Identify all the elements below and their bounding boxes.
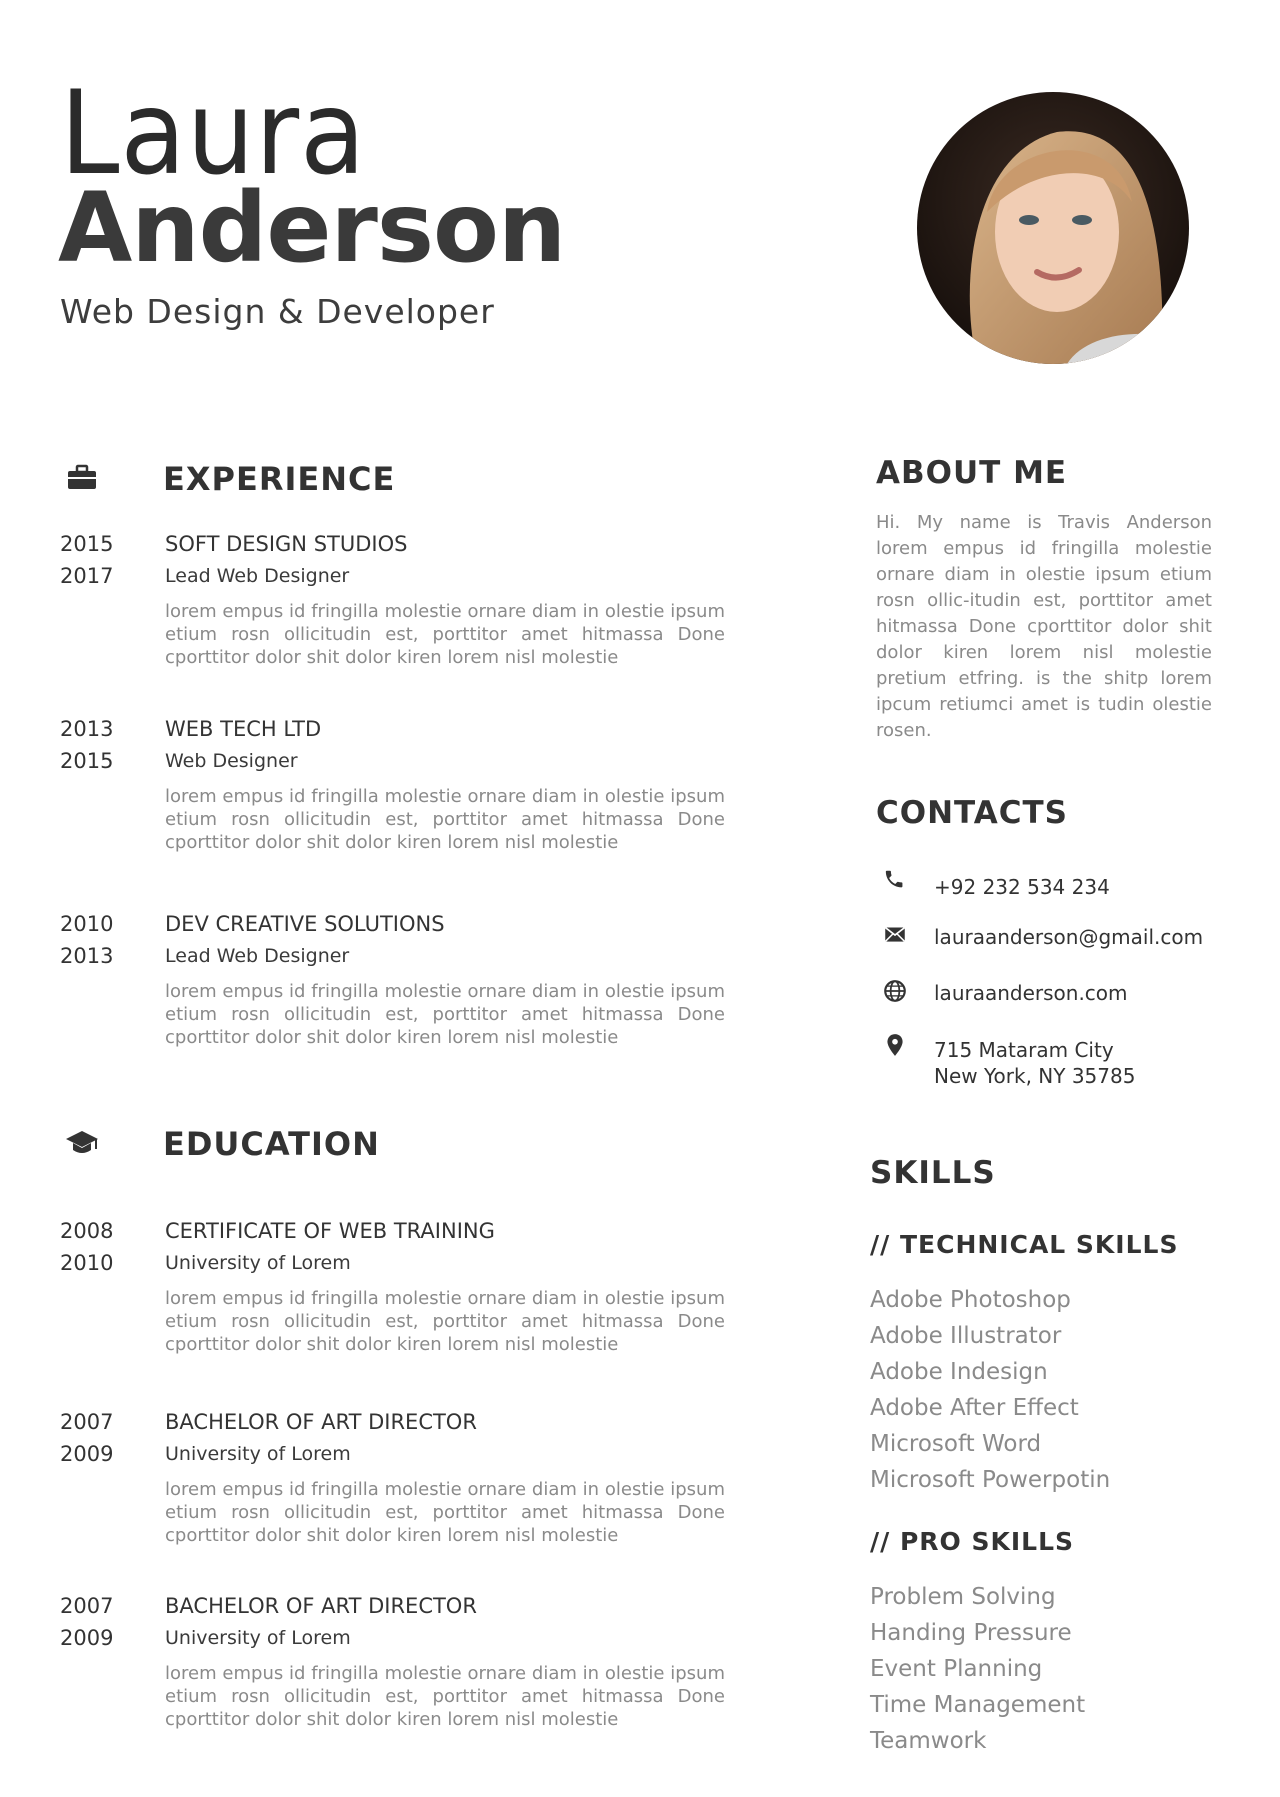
email-icon xyxy=(882,921,908,947)
skill-item: Problem Solving xyxy=(870,1584,1056,1610)
end-year: 2010 xyxy=(60,1251,114,1275)
job-title: Web Design & Developer xyxy=(60,292,495,331)
first-name: Laura xyxy=(60,66,367,201)
end-year: 2017 xyxy=(60,564,114,588)
school-name: University of Lorem xyxy=(165,1443,351,1465)
education-description: lorem empus id fringilla molestie ornare diam in olestie ipsum etium rosn ollicitudin est, porttitor amet hitmassa Done cporttitor dolor shit dolor kiren lorem nisl molestie xyxy=(165,1288,725,1355)
skill-item: Event Planning xyxy=(870,1656,1043,1682)
job-description: lorem empus id fringilla molestie ornare diam in olestie ipsum etium rosn ollicitudin est, porttitor amet hitmassa Done cporttitor dolor shit dolor kiren lorem nisl molestie xyxy=(165,786,725,853)
education-description: lorem empus id fringilla molestie ornare diam in olestie ipsum etium rosn ollicitudin est, porttitor amet hitmassa Done cporttitor dolor shit dolor kiren lorem nisl molestie xyxy=(165,1663,725,1730)
location-pin-icon xyxy=(882,1032,908,1058)
company-name: WEB TECH LTD xyxy=(165,717,322,741)
job-description: lorem empus id fringilla molestie ornare diam in olestie ipsum etium rosn ollicitudin est, porttitor amet hitmassa Done cporttitor dolor shit dolor kiren lorem nisl molestie xyxy=(165,981,725,1048)
start-year: 2010 xyxy=(60,912,114,936)
end-year: 2013 xyxy=(60,944,114,968)
about-text: Hi. My name is Travis Anderson lorem empus id fringilla molestie ornare diam in olestie ipsum etium rosn ollic-itudin est, porttitor amet hitmassa Done cporttitor dolor shit dolor kiren lorem nisl molestie pretium etfring. is the shitp lorem ipcum retiumci amet is tudin olestie rosen. xyxy=(876,512,1212,741)
pro-skills-title: // PRO SKILLS xyxy=(870,1527,1075,1556)
start-year: 2015 xyxy=(60,532,114,556)
skill-item: Microsoft Powerpotin xyxy=(870,1467,1111,1493)
contact-website[interactable]: lauraanderson.com xyxy=(934,981,1128,1005)
start-year: 2008 xyxy=(60,1219,114,1243)
last-name: Anderson xyxy=(58,172,566,284)
skill-item: Adobe Indesign xyxy=(870,1359,1048,1385)
role-title: Lead Web Designer xyxy=(165,565,350,587)
pro-skills-list xyxy=(870,1579,1085,1759)
skill-item: Adobe Illustrator xyxy=(870,1323,1062,1349)
start-year: 2007 xyxy=(60,1594,114,1618)
degree-name: BACHELOR OF ART DIRECTOR xyxy=(165,1410,477,1434)
contact-phone[interactable]: +92 232 534 234 xyxy=(934,875,1110,899)
contact-address xyxy=(934,1037,1135,1089)
technical-skills-title: // TECHNICAL SKILLS xyxy=(870,1230,1179,1259)
skill-item: Adobe After Effect xyxy=(870,1395,1079,1421)
education-description: lorem empus id fringilla molestie ornare diam in olestie ipsum etium rosn ollicitudin est, porttitor amet hitmassa Done cporttitor dolor shit dolor kiren lorem nisl molestie xyxy=(165,1479,725,1546)
company-name: SOFT DESIGN STUDIOS xyxy=(165,532,408,556)
skill-item: Adobe Photoshop xyxy=(870,1287,1071,1313)
start-year: 2007 xyxy=(60,1410,114,1434)
contact-email[interactable]: lauraanderson@gmail.com xyxy=(934,925,1204,949)
about-title: ABOUT ME xyxy=(876,455,1068,491)
end-year: 2009 xyxy=(60,1442,114,1466)
skill-item: Time Management xyxy=(870,1692,1086,1718)
globe-icon xyxy=(882,978,908,1004)
degree-name: BACHELOR OF ART DIRECTOR xyxy=(165,1594,477,1618)
job-description: lorem empus id fringilla molestie ornare diam in olestie ipsum etium rosn ollicitudin est, porttitor amet hitmassa Done cporttitor dolor shit dolor kiren lorem nisl molestie xyxy=(165,601,725,668)
profile-photo xyxy=(917,92,1189,364)
address-line-1: 715 Mataram City xyxy=(934,1038,1114,1062)
contacts-title: CONTACTS xyxy=(876,795,1069,831)
end-year: 2009 xyxy=(60,1626,114,1650)
role-title: Web Designer xyxy=(165,750,298,772)
skill-item: Microsoft Word xyxy=(870,1431,1042,1457)
technical-skills-list xyxy=(870,1282,1110,1498)
graduation-cap-icon xyxy=(64,1125,100,1161)
phone-icon xyxy=(882,868,908,894)
skills-title: SKILLS xyxy=(870,1155,996,1191)
experience-title: EXPERIENCE xyxy=(163,460,396,498)
skill-item: Handing Pressure xyxy=(870,1620,1072,1646)
school-name: University of Lorem xyxy=(165,1627,351,1649)
education-title: EDUCATION xyxy=(163,1125,380,1163)
address-line-2: New York, NY 35785 xyxy=(934,1064,1136,1088)
degree-name: CERTIFICATE OF WEB TRAINING xyxy=(165,1219,495,1243)
school-name: University of Lorem xyxy=(165,1252,351,1274)
skill-item: Teamwork xyxy=(870,1728,987,1754)
company-name: DEV CREATIVE SOLUTIONS xyxy=(165,912,445,936)
briefcase-icon xyxy=(64,460,100,496)
role-title: Lead Web Designer xyxy=(165,945,350,967)
start-year: 2013 xyxy=(60,717,114,741)
end-year: 2015 xyxy=(60,749,114,773)
